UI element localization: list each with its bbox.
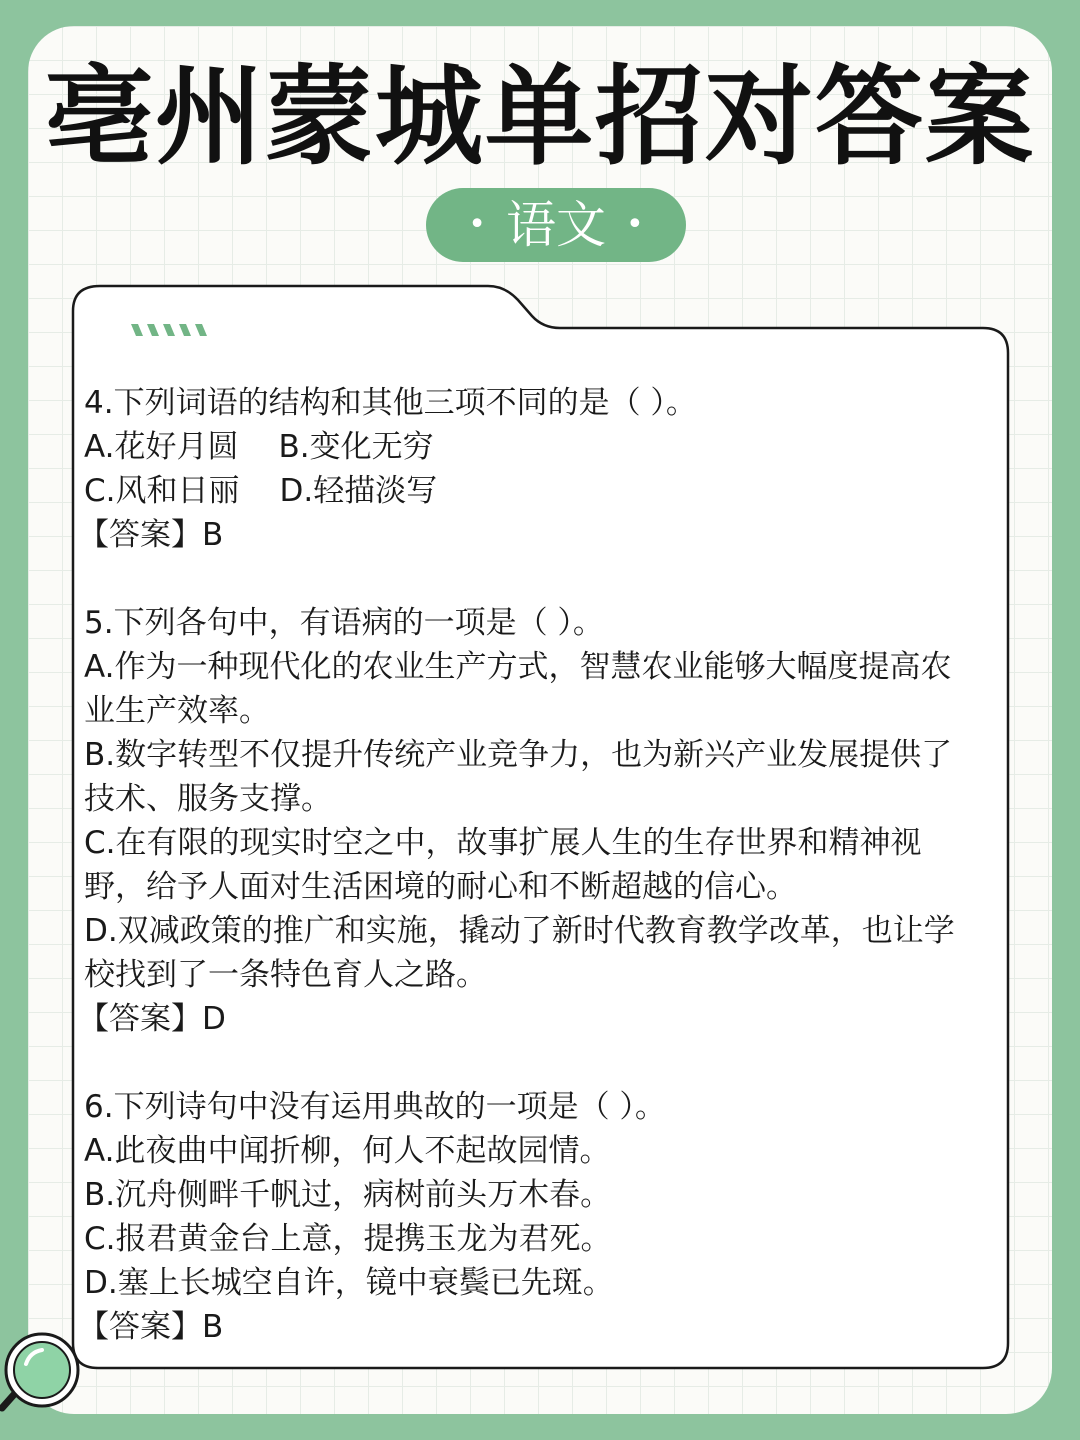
dot-icon: • (468, 207, 486, 242)
option-line: D.双减政策的推广和实施，撬动了新时代教育教学改革，也让学 (84, 913, 955, 949)
answer-line: 【答案】B (78, 517, 224, 553)
option-row (84, 425, 1014, 469)
dot-icon: • (626, 207, 644, 242)
page-title: 亳州蒙城单招对答案 (44, 55, 1035, 180)
option-a: A.花好月圆 (84, 429, 239, 465)
option-line: 业生产效率。 (84, 693, 270, 729)
answer-line: 【答案】D (78, 1001, 226, 1037)
question-stem: 4.下列词语的结构和其他三项不同的是（ ）。 (84, 385, 697, 421)
magnifier-icon (0, 1328, 100, 1428)
option-d: D.轻描淡写 (279, 473, 438, 509)
option-line: 野，给予人面对生活困境的耐心和不断超越的信心。 (84, 869, 797, 905)
question-list (78, 381, 1014, 1393)
option-c: C.风和日丽 (84, 473, 240, 509)
option-row (84, 469, 1014, 513)
question-6 (78, 1085, 1014, 1349)
option-line: C.报君黄金台上意，提携玉龙为君死。 (84, 1221, 612, 1257)
option-b: B.变化无穷 (278, 429, 434, 465)
option-line: C.在有限的现实时空之中，故事扩展人生的生存世界和精神视 (84, 825, 922, 861)
option-line: A.作为一种现代化的农业生产方式，智慧农业能够大幅度提高农 (84, 649, 952, 685)
option-line: 技术、服务支撑。 (84, 781, 332, 817)
question-stem: 6.下列诗句中没有运用典故的一项是（ ）。 (84, 1089, 666, 1125)
option-line: 校找到了一条特色育人之路。 (84, 957, 487, 993)
subject-label: 语文 (506, 196, 606, 254)
answer-line: 【答案】B (78, 1309, 224, 1345)
question-4 (78, 381, 1014, 557)
question-5 (78, 601, 1014, 1041)
question-stem: 5.下列各句中，有语病的一项是（ ）。 (84, 605, 604, 641)
option-line: B.沉舟侧畔千帆过，病树前头万木春。 (84, 1177, 612, 1213)
option-line: D.塞上长城空自许，镜中衰鬓已先斑。 (84, 1265, 614, 1301)
option-line: A.此夜曲中闻折柳，何人不起故园情。 (84, 1133, 611, 1169)
option-line: B.数字转型不仅提升传统产业竞争力，也为新兴产业发展提供了 (84, 737, 953, 773)
